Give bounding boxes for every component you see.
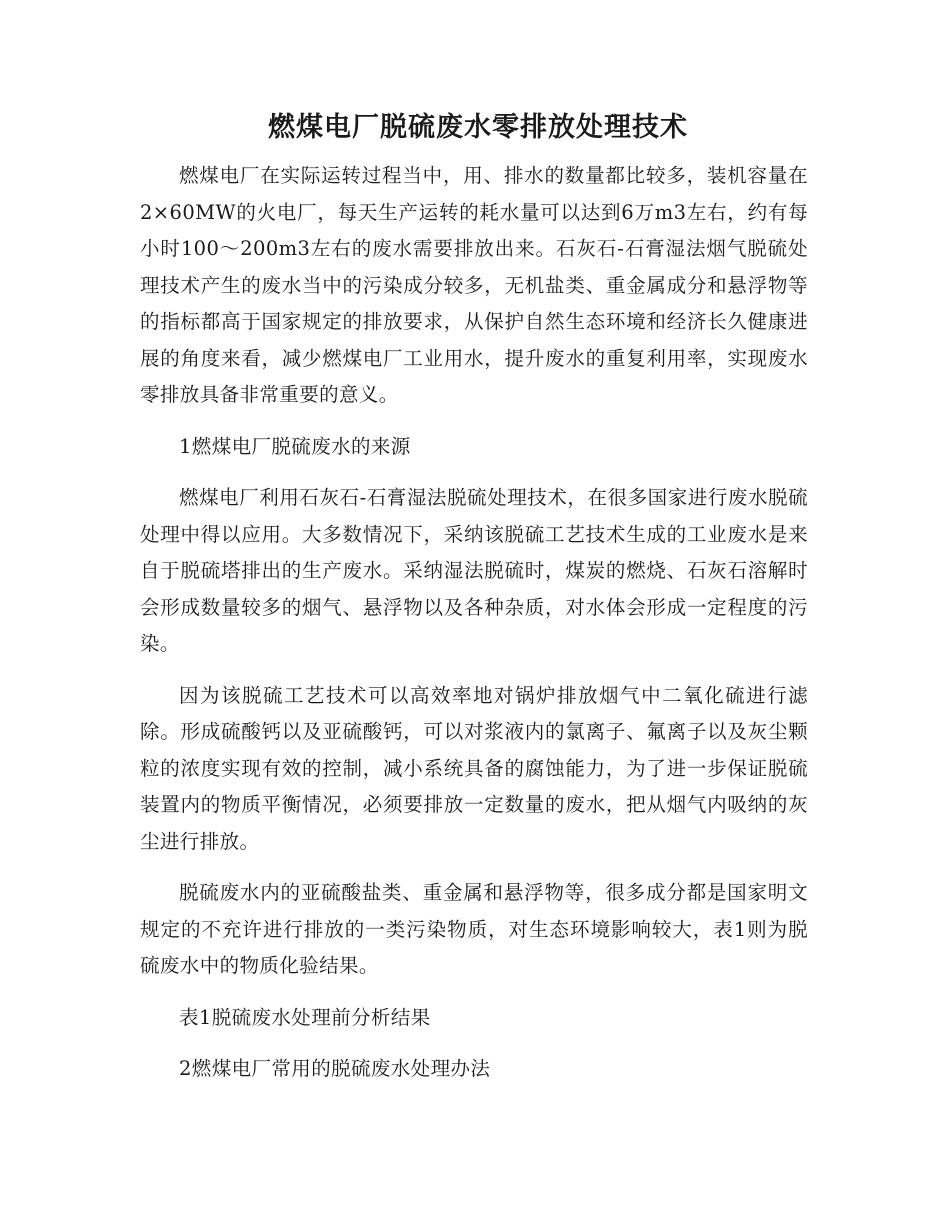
section-1-paragraph-2: 因为该脱硫工艺技术可以高效率地对锅炉排放烟气中二氧化硫进行滤除。形成硫酸钙以及亚硫酸钙，可以对浆液内的氯离子、氟离子以及灰尘颗粒的浓度实现有效的控制，减小系统具备的腐蚀能力，为了进一步保证脱硫装置内的物质平衡情况，必须要排放一定数量的废水，把从烟气内吸纳的灰尘进行排放。 bbox=[140, 683, 808, 853]
section-1-paragraph-1: 燃煤电厂利用石灰石-石膏湿法脱硫处理技术，在很多国家进行废水脱硫处理中得以应用。大多数情况下，采纳该脱硫工艺技术生成的工业废水是来自于脱硫塔排出的生产废水。采纳湿法脱硫时，煤炭的燃烧、石灰石溶解时会形成数量较多的烟气、悬浮物以及各种杂质，对水体会形成一定程度的污染。 bbox=[140, 486, 808, 655]
intro-paragraph: 燃煤电厂在实际运转过程当中，用、排水的数量都比较多，装机容量在2×60MW的火电厂，每天生产运转的耗水量可以达到6万m3左右，约有每小时100～200m3左右的废水需要排放出来。石灰石-石膏湿法烟气脱硫处理技术产生的废水当中的污染成分较多，无机盐类、重金属成分和悬浮物等的指标都高于国家规定的排放要求，从保护自然生态环境和经济长久健康进展的角度来看，减少燃煤电厂工业用水，提升废水的重复利用率，实现废水零排放具备非常重要的意义。 bbox=[140, 164, 808, 406]
document-page bbox=[140, 108, 808, 1103]
section-1-paragraph-3: 脱硫废水内的亚硫酸盐类、重金属和悬浮物等，很多成分都是国家明文规定的不充许进行排放的一类污染物质，对生态环境影响较大，表1则为脱硫废水中的物质化验结果。 bbox=[140, 881, 808, 977]
section-2-heading: 2燃煤电厂常用的脱硫废水处理办法 bbox=[179, 1057, 491, 1080]
table-1-caption: 表1脱硫废水处理前分析结果 bbox=[179, 1005, 431, 1029]
document-title: 燃煤电厂脱硫废水零排放处理技术 bbox=[268, 112, 688, 143]
section-1-heading: 1燃煤电厂脱硫废水的来源 bbox=[179, 434, 411, 458]
